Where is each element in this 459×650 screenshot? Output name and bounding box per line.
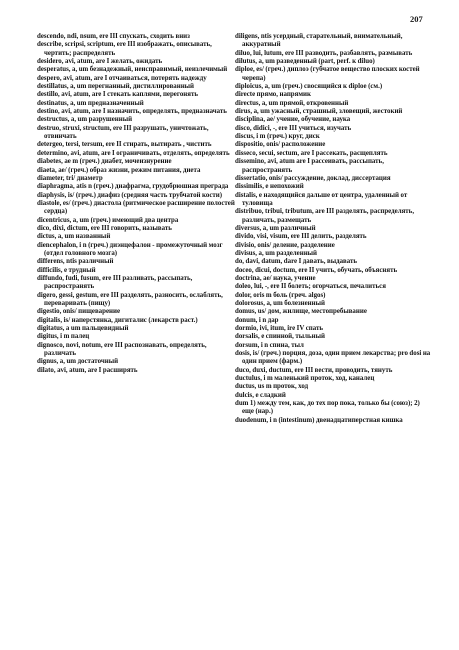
dictionary-entry: dictus, a, um названный [37, 233, 111, 241]
dictionary-entry: directe прямо, напрямик [235, 91, 311, 99]
dictionary-entry: doleo, lui, -, ere II болеть; огорчаться, печалиться [235, 283, 386, 291]
dictionary-entry: desperatus, a, um безнадежный, неисправимый, неизлечимый [37, 66, 228, 74]
dictionary-entry: dorsum, i n спина, тыл [235, 341, 304, 349]
dictionary-entry: donum, i n дар [235, 316, 279, 324]
dictionary-entry: diaphragma, atis n (греч.) диафрагма, грудобрюшная преграда [37, 183, 229, 191]
dictionary-entry: distribuo, tribui, tributum, are III разделять, распределять, различать, размещать [235, 208, 415, 224]
dictionary-entry: dicentricus, a, um (греч.) имеющий два центра [37, 216, 179, 224]
dictionary-entry: descendo, ndi, nsum, ere III спускать, сходить вниз [37, 33, 190, 40]
dictionary-entry: divido, visi, visum, ere III делить, разделять [235, 233, 367, 241]
dictionary-entry: ductus, us m проток, ход [235, 383, 309, 391]
dictionary-entry: destino, avi, atum, are I назначить, определять, предназначать [37, 108, 227, 116]
dictionary-entry: ductulus, i m маленький проток, ход, каналец [235, 375, 375, 383]
dictionary-entry: diameter, tri/ диаметр [37, 174, 103, 182]
dictionary-entry: diversus, a, um различный [235, 224, 316, 232]
page-number: 207 [410, 14, 423, 24]
dictionary-entry: disseco, secui, sectum, are I рассекать, расщеплять [235, 149, 388, 157]
dictionary-entry: dormio, ivi, itum, ire IV спать [235, 325, 324, 333]
dictionary-entry: difficilis, e трудный [37, 266, 96, 274]
dictionary-entry: diploe, es/ (греч.) диплоэ (губчатое вещество плоских костей черепа) [235, 66, 420, 82]
dictionary-entry: dissemino, avi, atum are I рассеивать, рассыпать, распространять [235, 158, 384, 174]
dictionary-entry: detergeo, tersi, tersum, ere II стирать, вытирать , чистить [37, 141, 212, 149]
dictionary-entry: doceo, dicui, doctum, ere II учить, обучать, объяснять [235, 266, 398, 274]
dictionary-entry: dosis, is/ (греч.) порция, доза, один прием лекарства; pro dosi на один прием (фарм.) [235, 350, 431, 366]
dictionary-entry: diffundo, fudi, fusum, ere III разливать, рассыпать, распространять [37, 274, 193, 291]
dictionary-entry: dorsalis, e спинной, тыльный [235, 333, 325, 341]
dictionary-entry: diastole, es/ (греч.) диастола (ритмическое расширение полостей сердца) [37, 199, 235, 216]
dictionary-entry: dilutus, a, um разведенный (part, perf. к diluo) [235, 58, 375, 66]
dictionary-entry: diligens, ntis усердный, старательный, внимательный, аккуратный [235, 33, 403, 49]
dictionary-entry: divisio, onis/ деление, разделение [235, 241, 335, 249]
dictionary-entry: differens, ntis различный [37, 258, 114, 266]
dictionary-entry: diploicus, a, um (греч.) свосящийся к diploe (см.) [235, 83, 383, 91]
dictionary-entry: describe, scripsi, scriptum, ere III изображать, описывать, чертить; распределять [37, 41, 212, 57]
dictionary-entry: digitatus, a um пальцевидный [37, 325, 129, 333]
dictionary-entry: dignosco, novi, notum, ere III распознавать, определять, различать [37, 341, 207, 358]
dictionary-entry: digitalis, is/ наперстянка, дигиталис (лекарств раст.) [37, 316, 198, 324]
dictionary-entry: directus, a, um прямой, откровенный [235, 99, 349, 107]
dictionary-entry: destinatus, a, um предназначенный [37, 99, 144, 107]
dictionary-entry: digestio, onis/ пищеварение [37, 308, 121, 316]
dictionary-entry: dissertatio, onis/ рассуждение, доклад, диссертация [235, 174, 391, 182]
dictionary-entry: dilato, avi, atum, are I расширять [37, 366, 138, 374]
dictionary-entry: destruo, struxi, structum, ere III разрушать, уничтожать, отвинчать [37, 124, 209, 141]
dictionary-entry: diaphysis, is/ (греч.) диафиз (средняя часть трубчатой кости) [37, 191, 223, 199]
dictionary-entry: diaeta, ae/ (греч.) образ жизни, режим питания, диета [37, 166, 201, 174]
dictionary-entry: discus, i m (греч.) круг, диск [235, 133, 320, 141]
dictionary-entry: dulcis, e сладкий [235, 391, 286, 399]
dictionary-entry: diabetes, ae m (греч.) диабет, мочеизнурение [37, 158, 172, 166]
left-column [37, 33, 235, 375]
dictionary-entry: despero, avi, atum, are I отчаиваться, потерять надежду [37, 74, 207, 82]
dictionary-entry: divisus, a, um разделенный [235, 249, 318, 257]
dictionary-entry: determino, avi, atum, are I ограничивать, отделять, определять [37, 149, 230, 157]
dictionary-entry: dignus, a, um достаточный [37, 358, 119, 366]
dictionary-entry: desidero, avi, atum, are I желать, ожидать [37, 58, 163, 66]
dictionary-entry: dispositio, onis/ расположение [235, 141, 326, 149]
dictionary-entry: destructus, a, um разрушенный [37, 116, 133, 124]
dictionary-entry: duodenum, i n (intestinum) двенадцатиперстная кишка [235, 416, 403, 424]
dictionary-entry: doctrina, ae/ наука, учение [235, 274, 316, 282]
dictionary-entry: disciplina, ae/ учение, обучение, наука [235, 116, 351, 124]
dictionary-entry: dirus, a, um ужасный, страшный, зловещий, жестокий [235, 108, 403, 116]
dictionary-entry: disco, didici, -, ere III учиться, изучать [235, 124, 352, 132]
dictionary-entry: destillatus, a, um перегнанный, дистиллированный [37, 83, 195, 91]
dictionary-entry: do, davi, datum, dare I давать, выдавать [235, 258, 358, 266]
dictionary-entry: domus, us/ дом, жилище, местопребывание [235, 308, 367, 316]
dictionary-entry: diluo, lui, lutum, ere III разводить, разбавлять, размывать [235, 49, 413, 57]
dictionary-entry: distalis, e находящийся дальше от центра, удаленный от туловища [235, 191, 408, 207]
dictionary-entry: destillo, avi, atum, are I стекать каплями, перегонять [37, 91, 198, 99]
right-column [235, 33, 431, 425]
dictionary-entry: digitus, i m палец [37, 333, 90, 341]
dictionary-entry: dolor, oris m боль (греч. algos) [235, 291, 326, 299]
dictionary-entry: duco, duxi, ductum, ere III вести, проводить, тянуть [235, 366, 393, 374]
dictionary-entry: dolorosus, a, um болезненный [235, 300, 325, 307]
dictionary-entry: dico, dixi, dictum, ere III говорить, называть [37, 224, 172, 232]
dictionary-entry: dissimilis, e непохожий [235, 183, 304, 191]
dictionary-entry: dum 1) между тем, как, до тех пор пока, только бы (союз); 2) еще (нар.) [235, 400, 420, 416]
dictionary-entry: digero, gessi, gestum, ere III разделять, разносить, ослаблять, переваривать (пищу) [37, 291, 223, 307]
dictionary-entry: diencephalon, i n (греч.) диэнцефалон - промежуточный мозг (отдел головного мозга) [37, 241, 223, 257]
